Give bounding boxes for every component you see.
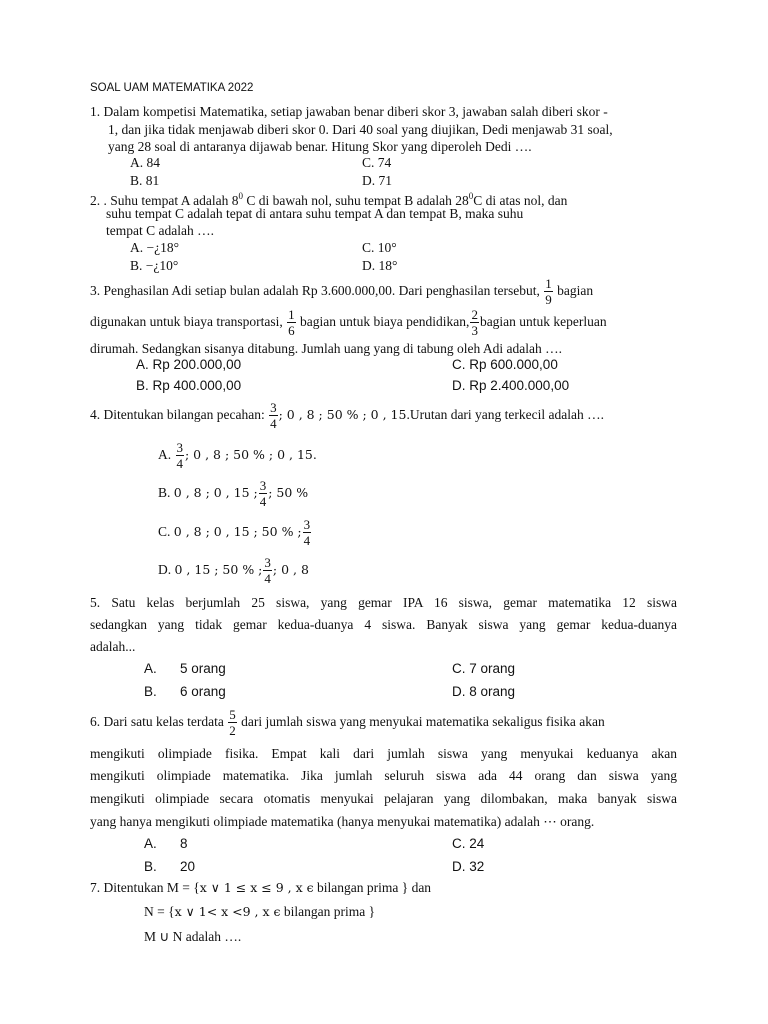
option-label: A. (158, 447, 172, 462)
fraction (269, 401, 278, 430)
question-7-text-b: bilangan prima } dan (313, 880, 432, 895)
fraction-numerator: 3 (303, 517, 311, 533)
question-6-option-c: C. 24 (452, 836, 485, 851)
question-5-line-3: adalah... (90, 639, 136, 654)
fraction-numerator: 1 (545, 276, 552, 292)
question-6-option-b-label: B. (144, 859, 157, 874)
question-6-line-2: mengikuti olimpiade fisika. Empat kali dari jumlah siswa yang menyukai keduanya akan (90, 746, 677, 761)
option-label: D. (158, 562, 172, 577)
question-2-option-b: B. −¿10° (130, 258, 179, 273)
question-5-line-2: sedangkan yang tidak gemar kedua-duanya 4 siswa. Banyak siswa yang gemar kedua-duanya (90, 617, 677, 632)
question-3-text-a: 3. Penghasilan Adi setiap bulan adalah Rp 3.600.000,00. Dari penghasilan tersebut, (90, 283, 540, 298)
fraction-numerator: 3 (270, 400, 277, 416)
question-2-option-d: D. 18° (362, 258, 398, 273)
fraction (287, 308, 296, 337)
question-7-line-3: M ∪ N adalah …. (144, 929, 242, 944)
question-3-option-d: D. Rp 2.400.000,00 (452, 378, 570, 393)
option-label: C. (158, 524, 171, 539)
fraction (228, 708, 237, 737)
question-4-option-d (158, 555, 309, 585)
question-1-option-a: A. 84 (130, 155, 160, 170)
question-3-text-b: bagian (557, 283, 594, 298)
question-1-line-2: 1, dan jika tidak menjawab diberi skor 0. Dari 40 soal yang diujikan, Dedi menjawab 31 soal, (108, 122, 613, 137)
fraction-numerator: 3 (264, 555, 271, 571)
question-6-line-1 (90, 707, 605, 737)
question-6-line-3: mengikuti olimpiade matematika. Jika jumlah seluruh siswa ada 44 orang dan siswa yang (90, 768, 677, 783)
question-7-line-2 (144, 904, 375, 920)
question-5-option-b-text: 6 orang (180, 684, 226, 699)
question-3-option-c: C. Rp 600.000,00 (452, 357, 558, 372)
fraction-denominator: 4 (270, 416, 277, 432)
fraction (544, 277, 553, 306)
question-4-text-a: 4. Ditentukan bilangan pecahan: (90, 407, 265, 422)
degree-superscript: 0 (238, 191, 243, 201)
question-1-line-1: 1. Dalam kompetisi Matematika, setiap jawaban benar diberi skor 3, jawaban salah diberi skor - (90, 104, 608, 119)
question-3-line-2 (90, 307, 607, 337)
question-4-stem (90, 400, 604, 430)
question-7-line-1 (90, 880, 431, 896)
question-2-line-2: suhu tempat C adalah tepat di antara suhu tempat A dan tempat B, maka suhu (106, 206, 524, 221)
question-3-option-b: B. Rp 400.000,00 (136, 378, 242, 393)
question-2-text-b: C di bawah nol, suhu tempat B adalah 28 (242, 193, 469, 208)
question-5-option-a-text: 5 orang (180, 661, 226, 676)
fraction-denominator: 3 (471, 323, 478, 339)
question-6-option-b-text: 20 (180, 859, 196, 874)
question-5-option-d: D. 8 orang (452, 684, 516, 699)
question-6-text-b: dari jumlah siswa yang menyukai matematika sekaligus fisika akan (241, 714, 605, 729)
option-math: 0 , 15 ; 50 % ; (174, 562, 263, 577)
question-2-text-c: C di atas nol, dan (473, 193, 568, 208)
question-6-option-a-label: A. (144, 836, 157, 851)
question-3-option-a: A. Rp 200.000,00 (136, 357, 242, 372)
set-builder-math: x ∨ 1< x <9 , x ϵ (174, 904, 281, 919)
fraction-denominator: 4 (303, 533, 311, 549)
option-math: ; 0 , 8 (272, 562, 309, 577)
fraction-denominator: 2 (229, 723, 236, 739)
question-6-line-4: mengikuti olimpiade secara otomatis menyukai pelajaran yang dilombakan, maka banyak siswa (90, 791, 677, 806)
fraction (176, 441, 185, 470)
fraction-numerator: 2 (471, 307, 478, 323)
fraction-denominator: 6 (288, 323, 295, 339)
fraction-denominator: 4 (264, 571, 271, 587)
question-5-option-a-label: A. (144, 661, 157, 676)
fraction-numerator: 1 (288, 307, 295, 323)
question-4-math: ; 0 , 8 ; 50 % ; 0 , 15 (278, 407, 407, 422)
question-1-line-3: yang 28 soal di antaranya dijawab benar. Hitung Skor yang diperoleh Dedi …. (108, 139, 532, 154)
question-6-option-d: D. 32 (452, 859, 485, 874)
question-6-text-a: 6. Dari satu kelas terdata (90, 714, 224, 729)
question-5-line-1: 5. Satu kelas berjumlah 25 siswa, yang gemar IPA 16 siswa, gemar matematika 12 siswa (90, 595, 677, 610)
question-7-text-a: 7. Ditentukan M = { (90, 880, 200, 895)
fraction-numerator: 3 (259, 478, 267, 494)
question-1-option-b: B. 81 (130, 173, 160, 188)
question-6-line-5: yang hanya mengikuti olimpiade matematika (hanya menyukai matematika) adalah ⋯ orang. (90, 814, 595, 829)
question-4-option-c (158, 517, 312, 547)
question-5-option-b-label: B. (144, 684, 157, 699)
option-math: ; 50 % (268, 485, 309, 500)
fraction-denominator: 4 (176, 456, 183, 472)
set-builder-math: x ∨ 1 ≤ x ≤ 9 , x ϵ (199, 880, 314, 895)
fraction (303, 518, 312, 547)
fraction-numerator: 3 (176, 440, 183, 456)
fraction (263, 556, 272, 585)
question-2-option-c: C. 10° (362, 240, 397, 255)
fraction-numerator: 5 (229, 707, 236, 723)
degree-superscript: 0 (468, 191, 474, 201)
question-6-option-a-text: 8 (180, 836, 188, 851)
option-math: 0 , 8 ; 0 , 15 ; 50 % ; (173, 524, 302, 539)
question-7-text-c: N = { (144, 904, 175, 919)
page-title: SOAL UAM MATEMATIKA 2022 (90, 82, 254, 94)
question-3-text-d: bagian untuk biaya pendidikan, (299, 314, 470, 329)
question-7-text-d: bilangan prima } (280, 904, 376, 919)
fraction (259, 479, 268, 508)
fraction (470, 308, 479, 337)
question-4-option-b (158, 478, 308, 508)
question-4-text-b: .Urutan dari yang terkecil adalah …. (406, 407, 604, 422)
question-5-option-c: C. 7 orang (452, 661, 516, 676)
question-2-line-3: tempat C adalah …. (106, 223, 214, 238)
question-1-option-c: C. 74 (362, 155, 392, 170)
question-2-option-a: A. −¿18° (130, 240, 180, 255)
option-math: ; 0 , 8 ; 50 % ; 0 , 15. (185, 447, 317, 462)
question-3-line-1 (90, 276, 593, 306)
question-3-line-3: dirumah. Sedangkan sisanya ditabung. Jumlah uang yang di tabung oleh Adi adalah …. (90, 341, 563, 356)
question-2-text-a: 2. . Suhu tempat A adalah 8 (90, 193, 239, 208)
option-math: 0 , 8 ; 0 , 15 ; (173, 485, 258, 500)
question-1-option-d: D. 71 (362, 173, 392, 188)
question-3-text-c: digunakan untuk biaya transportasi, (90, 314, 283, 329)
fraction-denominator: 9 (545, 292, 552, 308)
question-3-text-e: bagian untuk keperluan (479, 314, 607, 329)
fraction-denominator: 4 (259, 494, 267, 510)
option-label: B. (158, 485, 171, 500)
question-4-option-a (158, 440, 317, 470)
